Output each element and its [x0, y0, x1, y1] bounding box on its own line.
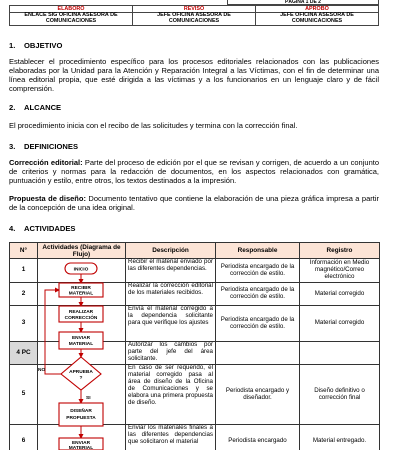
reviso-label: REVISÓ: [133, 6, 256, 13]
table-row: 2 Realizar la corrección editorial de los materiales recibidos. Periodista encargado de la corrección de estilo. Material corregido: [10, 283, 380, 306]
flow-step-label: MATERIAL: [68, 342, 94, 347]
col-header-responsible: Responsable: [216, 243, 300, 259]
table-header-row: [10, 243, 380, 259]
flow-step-label: REALIZAR: [68, 310, 94, 315]
flow-step-label: PROPUESTA: [66, 416, 96, 421]
flow-step-label: ENVIAR: [71, 336, 91, 341]
table-row: 6 Enviar los materiales finales a las diferentes dependencias que solicitaron el material Periodista encargado Material entregado.: [10, 425, 380, 450]
reviso-value: JEFE OFICINA ASESORA DE COMUNICACIONES: [133, 13, 256, 26]
definition-correccion-editorial: [9, 159, 379, 186]
col-header-activities: Actividades (Diagrama de Flujo): [38, 243, 126, 259]
table-row: 4 PC Autorizar los cambios por parte del jefe del área solicitante.: [10, 342, 380, 365]
flow-step-label: DISEÑAR: [70, 409, 92, 414]
aprobo-value: JEFE OFICINA ASESORA DE COMUNICACIONES: [256, 13, 379, 26]
table-row: 1 Recibir el material enviado por las diferentes dependencias. Periodista encargado de la corrección de estilo. Información en Medio magnético/Correo electrónico: [10, 259, 380, 283]
section-definiciones-heading: 3. DEFINICIONES: [9, 142, 79, 151]
flow-step-label: MATERIAL: [68, 446, 94, 450]
definition-text: Parte del proceso de edición por el que se revisan y corrigen, de acuerdo a un conjunto de criterios y normas para la redacción de documentos, en los aspectos relacionados con gramática, puntuación y estilo, entre otros, los textos destinados a la impresión.: [9, 158, 379, 185]
definition-text: Documento tentativo que contiene la elaboración de una pieza gráfica impresa a partir de la concepción de una idea original.: [9, 194, 379, 212]
flow-diagram: [37, 258, 125, 450]
flow-step-label: ENVIAR: [71, 441, 91, 446]
flow-decision-label: ?: [79, 376, 83, 381]
section-alcance-heading: 2. ALCANCE: [9, 103, 62, 112]
col-header-number: N°: [10, 243, 38, 259]
flow-step-label: RECIBIR: [71, 286, 91, 291]
section-objetivo-heading: 1. OBJETIVO: [9, 41, 63, 50]
elaboro-label: ELABORÓ: [10, 6, 133, 13]
page-number: PÁGINA 1 DE 2: [227, 0, 379, 5]
section-actividades-heading: 4. ACTIVIDADES: [9, 224, 76, 233]
definition-propuesta-diseno: [9, 195, 379, 213]
flow-decision-label: APRUEBA: [69, 370, 93, 375]
flow-start-label: INICIO: [73, 267, 89, 273]
table-row: 5 En caso de ser requerido, el material corregido pasa al área de diseño de la Oficina de Comunicaciones y se elabora una primera propuesta de diseño. Periodista encargado y diseñador. Diseño definitivo o corrección final: [10, 365, 380, 425]
definition-term: Propuesta de diseño:: [9, 194, 86, 203]
aprobo-label: APROBÓ: [256, 6, 379, 13]
elaboro-value: ENLACE SIG OFICINA ASESORA DE COMUNICACIONES: [10, 13, 133, 26]
flow-no-label: NO: [38, 368, 46, 373]
definition-term: Corrección editorial:: [9, 158, 83, 167]
document-header-table: [9, 5, 379, 26]
col-header-description: Descripción: [126, 243, 216, 259]
alcance-text: El procedimiento inicia con el recibo de las solicitudes y termina con la corrección final.: [9, 121, 298, 130]
table-row: 3 Envía el material corregido a la dependencia solicitante para que verifique los ajustes Periodista encargado de la corrección de estilo. Material corregido: [10, 306, 380, 342]
flow-step-label: MATERIAL: [68, 291, 94, 297]
objetivo-text: Establecer el procedimiento específico para los procesos editoriales relacionados con las publicaciones elaboradas por la Unidad para la Atención y Reparación Integral a las Víctimas, con el fin de determinar una línea editorial propia, que esté dirigida a las víctimas y a los funcionarios en un lenguaje claro y de fácil comprensión.: [9, 57, 379, 93]
flow-si-label: SI: [86, 396, 91, 401]
col-header-record: Registro: [300, 243, 380, 259]
flow-step-disenar: [59, 403, 103, 426]
flow-step-label: CORRECCIÓN: [64, 316, 98, 321]
